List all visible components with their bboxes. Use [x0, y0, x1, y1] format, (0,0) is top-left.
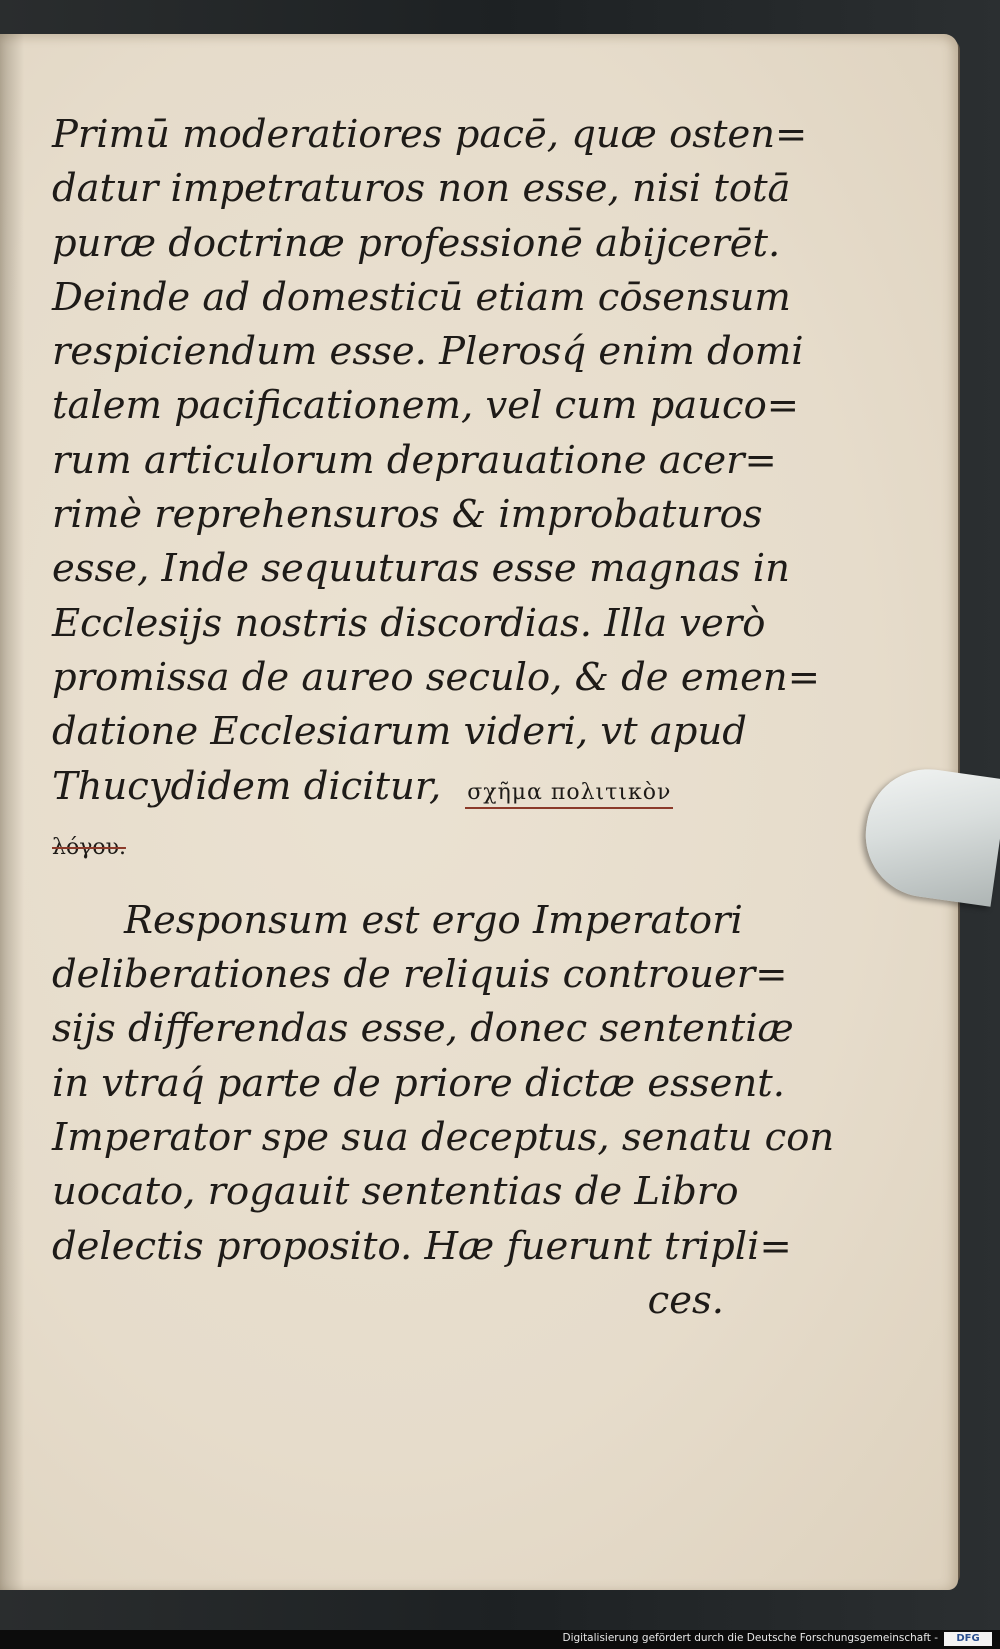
text-line: respiciendum esse. Plerosq́ enim domi — [52, 329, 804, 375]
gutter-shadow — [0, 34, 24, 1590]
footer-credit: Digitalisierung gefördert durch die Deutsche Forschungsgemeinschaft - — [562, 1632, 938, 1644]
catchword: ces. — [647, 1277, 724, 1323]
text-line: Deinde ad domesticū etiam cōsensum — [52, 274, 791, 320]
text-line: Primū moderatiores pacē, quæ osten= — [52, 112, 808, 157]
text-line: deliberationes de reliquis controuer= — [52, 952, 788, 998]
text-line: esse, Inde sequuturas esse magnas in — [52, 546, 790, 592]
text-line: Imperator spe sua deceptus, senatu con — [52, 1115, 835, 1161]
text-line: sijs differendas esse, donec sententiæ — [52, 1006, 794, 1052]
text-fragment: Thucydidem dicitur, — [52, 763, 442, 809]
text-line: rum articulorum deprauatione acer= — [52, 437, 777, 483]
text-line: rimè reprehensuros & improbaturos — [52, 492, 763, 538]
text-line: datione Ecclesiarum videri, vt apud — [52, 709, 747, 755]
text-line: Ecclesijs nostris discordias. Illa verò — [52, 600, 766, 646]
text-line: puræ doctrinæ professionē abijcerēt. — [52, 220, 781, 266]
greek-word: λόγου. — [52, 834, 126, 860]
greek-phrase: σχῆμα πολιτικὸν — [465, 780, 673, 809]
text-line: Responsum est ergo Imperatori — [124, 897, 743, 943]
thucydides-line — [52, 760, 732, 820]
text-line: in vtraq́ parte de priore dictæ essent. — [52, 1060, 785, 1106]
dfg-logo-icon: DFG — [944, 1632, 992, 1646]
text-line: uocato, rogauit sententias de Libro — [52, 1169, 739, 1215]
greek-line-end — [52, 826, 732, 870]
page-text — [52, 108, 835, 1328]
paragraph-2 — [52, 894, 835, 1328]
text-line: delectis proposito. Hæ fuerunt tripli= — [52, 1223, 792, 1269]
text-line: datur impetraturos non esse, nisi totā — [52, 166, 791, 212]
text-line: promissa de aureo seculo, & de emen= — [52, 654, 820, 700]
text-line: talem pacificationem, vel cum pauco= — [52, 383, 800, 429]
